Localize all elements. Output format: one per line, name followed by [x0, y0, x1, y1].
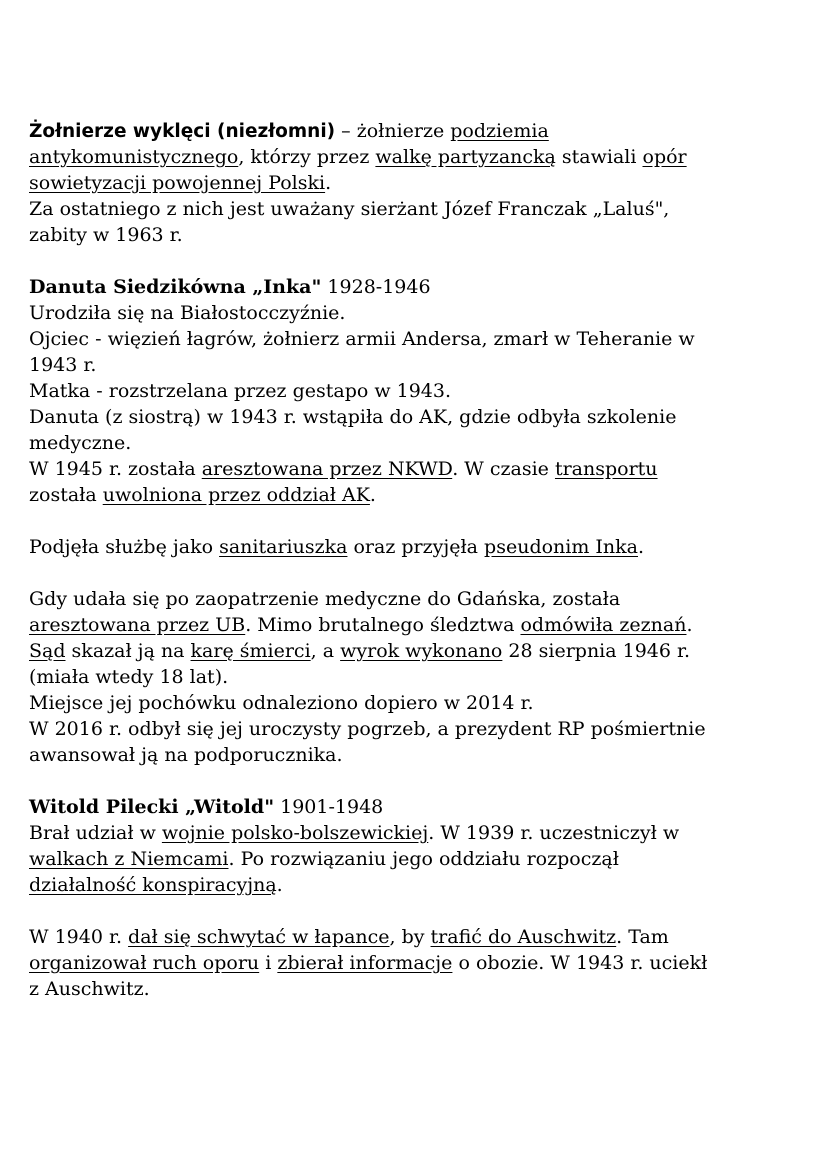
inka-line-7: W 1945 r. została aresztowana przez NKWD. W czasie transportu	[29, 458, 658, 480]
inka-line-6: medyczne.	[29, 432, 132, 454]
inka-heading: Danuta Siedzikówna „Inka" 1928-1946	[29, 276, 431, 298]
link-kare-smierci[interactable]: karę śmierci	[190, 640, 311, 662]
link-dzialalnosc-konspiracyjna[interactable]: działalność konspiracyjną	[29, 874, 277, 896]
intro-line-2: antykomunistycznego, którzy przez walkę partyzancką stawiali opór	[29, 146, 687, 168]
link-pseudonim-inka[interactable]: pseudonim Inka	[484, 536, 638, 558]
inka-p3-line-6: W 2016 r. odbył się jej uroczysty pogrzeb, a prezydent RP pośmiertnie	[29, 718, 706, 740]
inka-name: Danuta Siedzikówna „Inka	[29, 276, 312, 298]
link-organizowal-ruch-oporu[interactable]: organizował ruch oporu	[29, 952, 260, 974]
link-aresztowana-nkwd[interactable]: aresztowana przez NKWD	[201, 458, 453, 480]
pilecki-heading: Witold Pilecki „Witold" 1901-1948	[29, 796, 384, 818]
link-uwolniona[interactable]: uwolniona przez oddział AK	[102, 484, 370, 506]
intro-term: Żołnierze wyklęci (niezłomni)	[29, 121, 336, 142]
inka-p3-line-4: (miała wtedy 18 lat).	[29, 666, 229, 688]
link-dal-sie-schwytac[interactable]: dał się schwytać w łapance	[128, 926, 390, 948]
document-page	[29, 118, 799, 1002]
inka-line-8: została uwolniona przez oddział AK.	[29, 484, 376, 506]
inka-p3-line-5: Miejsce jej pochówku odnaleziono dopiero w 2014 r.	[29, 692, 534, 714]
inka-line-5: Danuta (z siostrą) w 1943 r. wstąpiła do AK, gdzie odbyła szkolenie	[29, 406, 677, 428]
link-aresztowana-ub[interactable]: aresztowana przez UB	[29, 614, 246, 636]
inka-p3-line-3: Sąd skazał ją na karę śmierci, a wyrok wykonano 28 sierpnia 1946 r.	[29, 640, 691, 662]
link-opor[interactable]: opór	[642, 146, 687, 168]
inka-p3-line-1: Gdy udała się po zaopatrzenie medyczne do Gdańska, została	[29, 588, 621, 610]
link-sad[interactable]: Sąd	[29, 640, 66, 662]
inka-line-1: Urodziła się na Białostocczyźnie.	[29, 302, 346, 324]
link-sanitariuszka[interactable]: sanitariuszka	[219, 536, 348, 558]
link-transportu[interactable]: transportu	[554, 458, 658, 480]
inka-line-2: Ojciec - więzień łagrów, żołnierz armii Andersa, zmarł w Teheranie w	[29, 328, 695, 350]
intro-line-4: Za ostatniego z nich jest uważany sierżant Józef Franczak „Laluś",	[29, 198, 670, 220]
intro-line-3: sowietyzacji powojennej Polski.	[29, 172, 332, 194]
inka-p3-line-2: aresztowana przez UB. Mimo brutalnego śledztwa odmówiła zeznań.	[29, 614, 693, 636]
intro-line-1: Żołnierze wyklęci (niezłomni) – żołnierze podziemia	[29, 120, 549, 142]
link-podziemia[interactable]: podziemia	[450, 120, 549, 142]
inka-p3-line-7: awansował ją na podporucznika.	[29, 744, 343, 766]
pilecki-line-2: walkach z Niemcami. Po rozwiązaniu jego oddziału rozpoczął	[29, 848, 619, 870]
inka-paragraph-2: Podjęła służbę jako sanitariuszka oraz przyjęła pseudonim Inka.	[29, 536, 645, 558]
pilecki-p2-line-1: W 1940 r. dał się schwytać w łapance, by trafić do Auschwitz. Tam	[29, 926, 669, 948]
link-walkach-z-niemcami[interactable]: walkach z Niemcami	[29, 848, 229, 870]
link-antykomunistycznego[interactable]: antykomunistycznego	[29, 146, 239, 168]
link-odmowila-zeznan[interactable]: odmówiła zeznań	[520, 614, 687, 636]
link-wyrok-wykonano[interactable]: wyrok wykonano	[340, 640, 503, 662]
link-trafic-do-auschwitz[interactable]: trafić do Auschwitz	[430, 926, 617, 948]
pilecki-name: Witold Pilecki „Witold	[29, 796, 265, 818]
inka-line-3: 1943 r.	[29, 354, 97, 376]
pilecki-p2-line-3: z Auschwitz.	[29, 978, 150, 1000]
pilecki-p2-line-2: organizował ruch oporu i zbierał informacje o obozie. W 1943 r. uciekł	[29, 952, 708, 974]
inka-line-4: Matka - rozstrzelana przez gestapo w 1943.	[29, 380, 452, 402]
inka-years: 1928-1946	[321, 276, 431, 298]
link-zbieral-informacje[interactable]: zbierał informacje	[277, 952, 453, 974]
intro-line-5: zabity w 1963 r.	[29, 224, 183, 246]
link-walke-partyzancka[interactable]: walkę partyzancką	[375, 146, 556, 168]
pilecki-line-1: Brał udział w wojnie polsko-bolszewickiej. W 1939 r. uczestniczył w	[29, 822, 680, 844]
pilecki-years: 1901-1948	[274, 796, 384, 818]
pilecki-line-3: działalność konspiracyjną.	[29, 874, 283, 896]
link-sowietyzacji[interactable]: sowietyzacji powojennej Polski	[29, 172, 326, 194]
link-wojnie-polsko-bolszewickiej[interactable]: wojnie polsko-bolszewickiej	[161, 822, 429, 844]
